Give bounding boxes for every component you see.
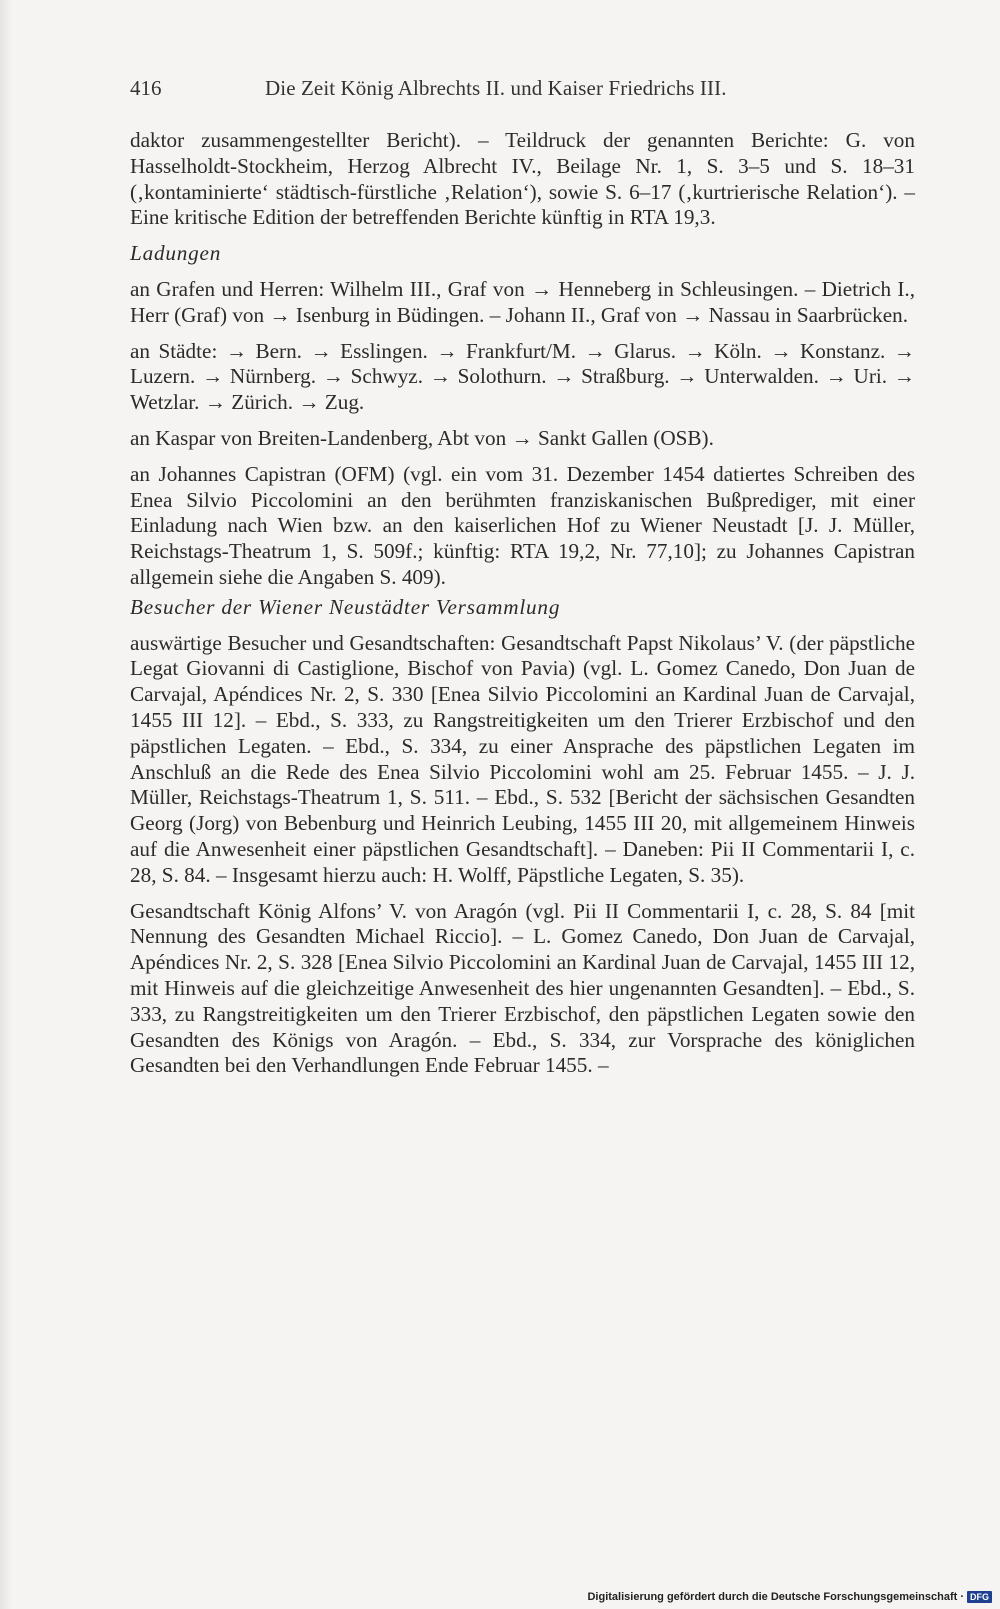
paragraph-papst-gesandtschaft: auswärtige Besucher und Gesandtschaften: Gesandtschaft Papst Nikolaus’ V. (der päpstliche Legat Giovanni di Castiglione, Bischof von Pavia) (vgl. L. Gomez Canedo, Don Juan de Carvajal, Apéndices Nr. 2, S. 330 [Enea Silvio Piccolomini an Kardinal Juan de Carvajal, 1455 III 12]. – Ebd., S. 333, zu Rangstreitigkeiten um den Trierer Erzbischof und den päpstlichen Legaten. – Ebd., S. 334, zu einer Ansprache des päpstlichen Legaten im Anschluß an die Rede des Enea Silvio Piccolomini wohl am 25. Februar 1455. – J. J. Müller, Reichstags-Theatrum 1, S. 511. – Ebd., S. 532 [Bericht der sächsischen Gesandten Georg (Jorg) von Bebenburg und Heinrich Leubing, 1455 III 20, mit allgemeinem Hinweis auf die Anwesenheit einer päpstlichen Gesandtschaft]. – Daneben: Pii II Commentarii I, c. 28, S. 84. – Insgesamt hierzu auch: H. Wolff, Päpstliche Legaten, S. 35). <box>130 630 915 887</box>
section-heading-besucher: Besucher der Wiener Neustädter Versammlung <box>130 594 561 619</box>
paragraph-aragon-gesandtschaft: Gesandtschaft König Alfons’ V. von Aragón (vgl. Pii II Commentarii I, c. 28, S. 84 [mit Nennung des Gesandten Michael Riccio]. – L. Gomez Canedo, Don Juan de Carvajal, Apéndices Nr. 2, S. 328 [Enea Silvio Piccolomini an Kardinal Juan de Carvajal, 1455 III 12, mit Hinweis auf die gleichzeitige Anwesenheit des hier ungenannten Gesandten]. – Ebd., S. 333, zu Rangstreitigkeiten um den Trierer Erzbischof, den päpstlichen Legaten sowie den Gesandten des Königs von Aragón. – Ebd., S. 334, zur Vorsprache des königlichen Gesandten bei den Verhandlungen Ende Februar 1455. – <box>130 898 915 1078</box>
running-header <box>130 76 910 106</box>
section-heading-ladungen: Ladungen <box>130 241 222 266</box>
digitization-footer <box>587 1589 992 1605</box>
paragraph-grafen-herren: an Grafen und Herren: Wilhelm III., Graf von → Henneberg in Schleusingen. – Dietrich I., Herr (Graf) von → Isenburg in Büdingen. – Johann II., Graf von → Nassau in Saarbrücken. <box>130 276 915 327</box>
paragraph-capistran: an Johannes Capistran (OFM) (vgl. ein vom 31. Dezember 1454 datiertes Schreiben des Enea Silvio Piccolomini an den berühmten franziskanischen Bußprediger, mit einer Einladung nach Wien bzw. an den kaiserlichen Hof zu Wiener Neustadt [J. J. Müller, Reichstags-Theatrum 1, S. 509f.; künftig: RTA 19,2, Nr. 77,10]; zu Johannes Capistran allgemein siehe die Angaben S. 409). <box>130 461 915 589</box>
paragraph-staedte: an Städte: → Bern. → Esslingen. → Frankfurt/M. → Glarus. → Köln. → Konstanz. → Luzern. → Nürnberg. → Schwyz. → Solothurn. → Straßburg. → Unterwalden. → Uri. → Wetzlar. → Zürich. → Zug. <box>130 338 915 415</box>
running-title: Die Zeit König Albrechts II. und Kaiser Friedrichs III. <box>265 76 727 100</box>
page-body <box>130 128 915 1089</box>
page-number: 416 <box>130 76 162 100</box>
paragraph-continuation: daktor zusammengestellter Bericht). – Teildruck der genannten Berichte: G. von Hasselholdt-Stockheim, Herzog Albrecht IV., Beilage Nr. 1, S. 3–5 und S. 18–31 (‚kontaminierte‘ städtisch-fürstliche ‚Relation‘), sowie S. 6–17 (‚kurtrierische Relation‘). – Eine kritische Edition der betreffenden Berichte künftig in RTA 19,3. <box>130 128 915 230</box>
footer-text: Digitalisierung gefördert durch die Deutsche Forschungsgemeinschaft · <box>587 1591 964 1603</box>
dfg-logo-icon: DFG <box>967 1591 992 1603</box>
page-gutter-shadow <box>0 0 12 1609</box>
paragraph-kaspar: an Kaspar von Breiten-Landenberg, Abt von → Sankt Gallen (OSB). <box>130 425 714 450</box>
